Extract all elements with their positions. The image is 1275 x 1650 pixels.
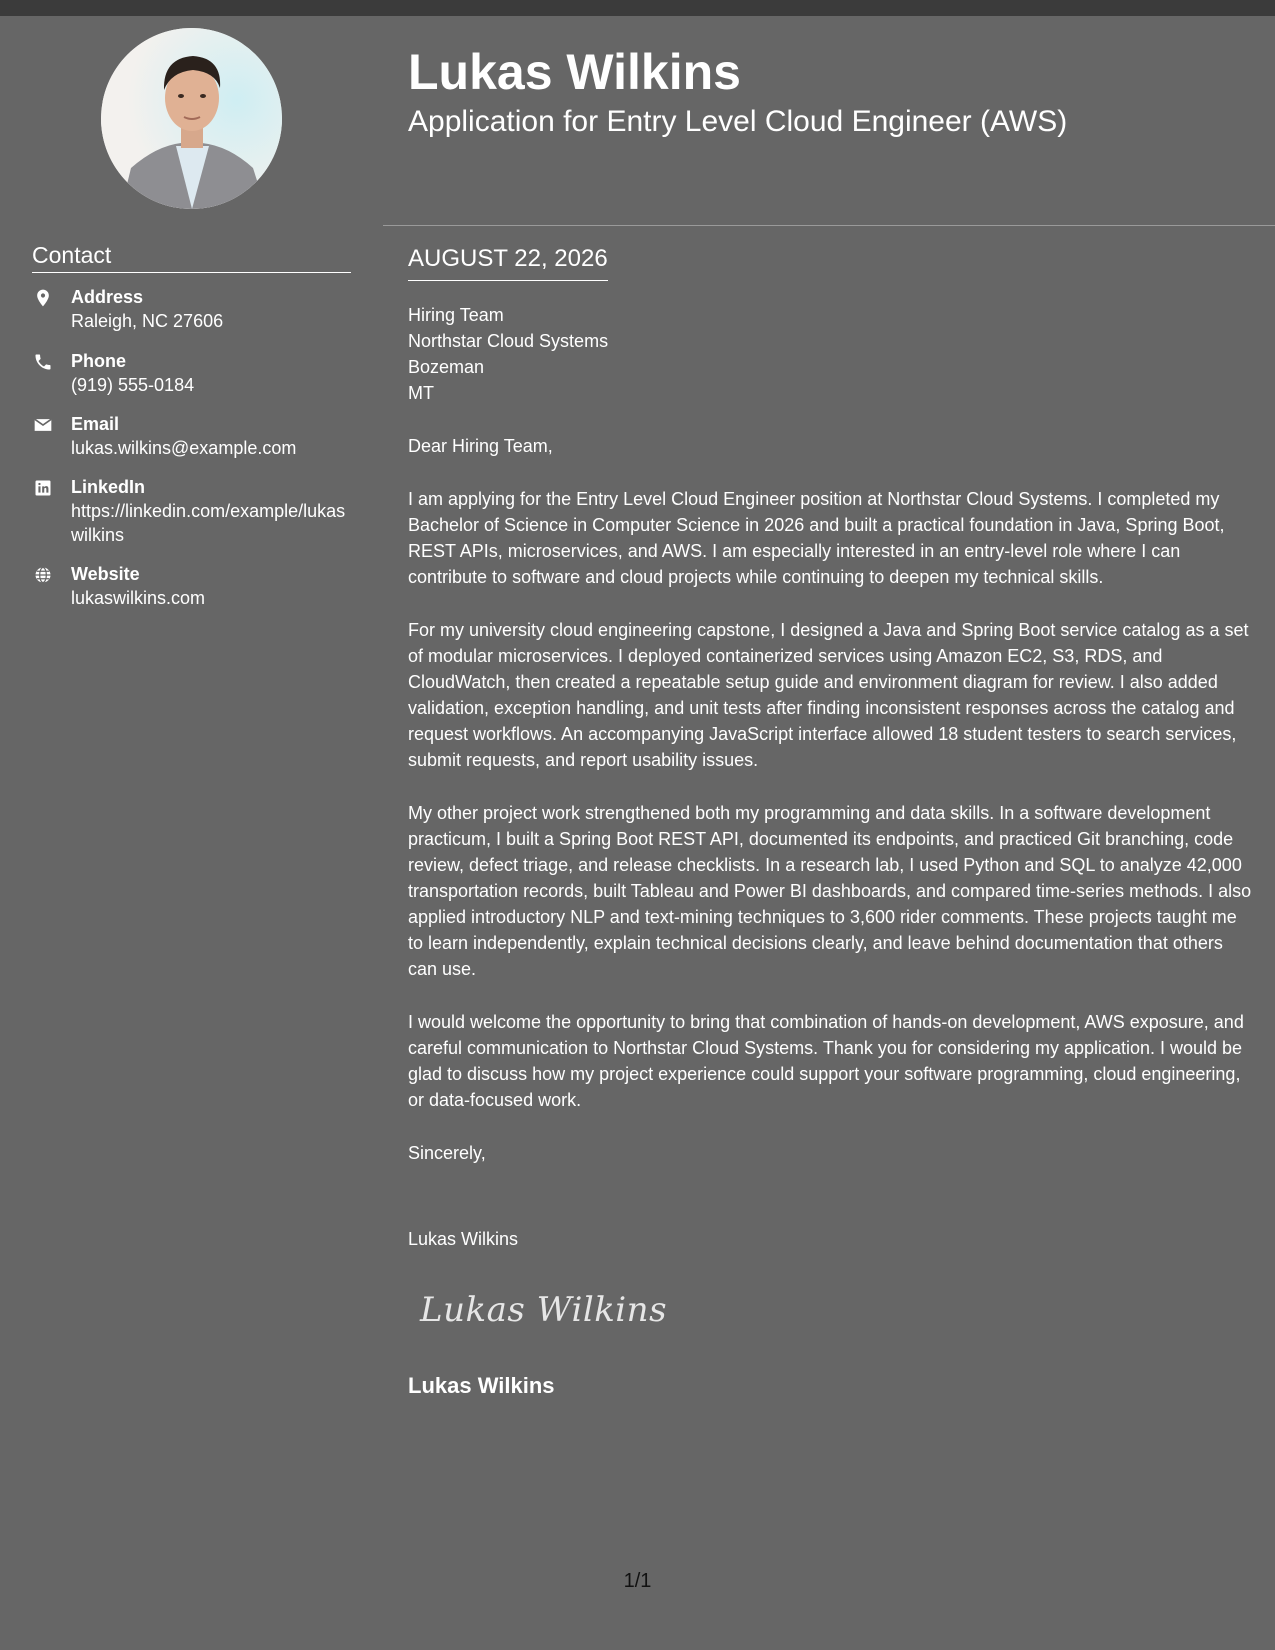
contact-label: Website <box>71 564 140 584</box>
contact-value[interactable]: lukaswilkins.com <box>71 588 206 608</box>
application-title: Application for Entry Level Cloud Engineer (AWS) <box>408 105 1068 138</box>
contact-label: Phone <box>71 351 127 371</box>
recipient-line: MT <box>408 383 434 403</box>
recipient-block <box>408 302 1256 406</box>
globe-icon <box>32 564 54 586</box>
page-number: 1/1 <box>623 1570 652 1592</box>
contact-label: Address <box>71 287 144 307</box>
map-pin-icon <box>32 287 54 309</box>
applicant-name: Lukas Wilkins <box>408 44 741 100</box>
contact-label: Email <box>71 414 120 434</box>
letter-paragraph: I am applying for the Entry Level Cloud Engineer position at Northstar Cloud Systems. I completed my Bachelor of Science in Computer Science in 2026 and built a practical foundation in Java, Spring Boot, REST APIs, microservices, and AWS. I am especially interested in an entry-level role where I can contribute to software and cloud projects while continuing to deepen my technical skills. <box>408 489 1225 587</box>
signatory-name: Lukas Wilkins <box>408 1373 555 1398</box>
contact-value: (919) 555-0184 <box>71 375 195 395</box>
salutation: Dear Hiring Team, <box>408 436 553 456</box>
letter-paragraph: For my university cloud engineering capstone, I designed a Java and Spring Boot service catalog as a set of modular microservices. I deployed containerized services using Amazon EC2, S3, RDS, and CloudWatch, then created a repeatable setup guide and environment diagram for review. I also added validation, exception handling, and unit tests after finding inconsistent responses across the catalog and request workflows. An accompanying JavaScript interface allowed 18 student testers to search services, submit requests, and report usability issues. <box>408 620 1249 770</box>
contact-value: lukas.wilkins@example.com <box>71 438 297 458</box>
header-divider <box>383 225 1275 226</box>
letter-body <box>408 302 1256 1252</box>
recipient-line: Northstar Cloud Systems <box>408 331 609 351</box>
letter-date: AUGUST 22, 2026 <box>408 244 608 281</box>
contact-value: Raleigh, NC 27606 <box>71 311 224 331</box>
linkedin-icon <box>32 477 54 499</box>
contact-value[interactable]: https://linkedin.com/example/lukaswilkins <box>71 501 346 545</box>
phone-icon <box>32 351 54 373</box>
closing: Sincerely, <box>408 1143 486 1163</box>
envelope-icon <box>32 414 54 436</box>
typed-name: Lukas Wilkins <box>408 1229 519 1249</box>
recipient-line: Bozeman <box>408 357 485 377</box>
recipient-line: Hiring Team <box>408 305 504 325</box>
signature: Lukas Wilkins <box>420 1290 668 1330</box>
profile-photo <box>101 28 282 209</box>
contact-label: LinkedIn <box>71 477 146 497</box>
letter-paragraph: I would welcome the opportunity to bring that combination of hands-on development, AWS exposure, and careful communication to Northstar Cloud Systems. Thank you for considering my application. I would be glad to discuss how my project experience could support your software programming, cloud engineering, or data-focused work. <box>408 1012 1244 1110</box>
letter-paragraph: My other project work strengthened both my programming and data skills. In a software development practicum, I built a Spring Boot REST API, documented its endpoints, and practiced Git branching, code review, defect triage, and release checklists. In a research lab, I used Python and SQL to analyze 42,000 transportation records, built Tableau and Power BI dashboards, and compared time-series methods. I also applied introductory NLP and text-mining techniques to 3,600 rider comments. These projects taught me to learn independently, explain technical decisions clearly, and leave behind documentation that others can use. <box>408 803 1252 979</box>
contact-heading: Contact <box>32 240 351 273</box>
top-bar <box>0 0 1275 16</box>
